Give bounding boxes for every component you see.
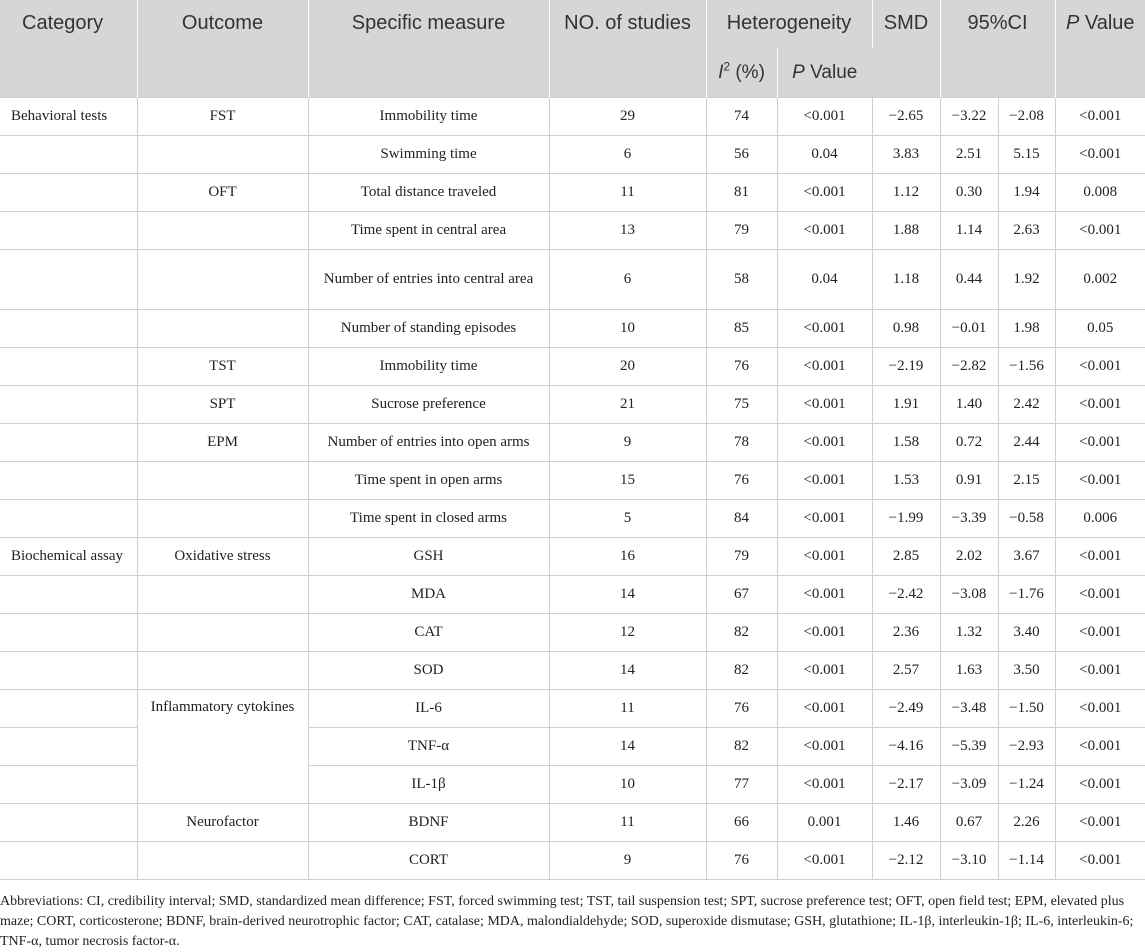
i2-cell: 58 bbox=[706, 250, 777, 310]
smd-cell: 2.36 bbox=[872, 614, 940, 652]
category-cell: Behavioral tests bbox=[0, 98, 137, 136]
header-i2-superscript: 2 bbox=[723, 59, 731, 74]
studies-cell: 29 bbox=[549, 98, 706, 136]
outcome-cell bbox=[137, 614, 308, 652]
het-p-cell: <0.001 bbox=[777, 386, 872, 424]
table-row bbox=[0, 310, 1145, 348]
het-p-cell: <0.001 bbox=[777, 348, 872, 386]
p-value-cell: <0.001 bbox=[1055, 576, 1145, 614]
category-cell bbox=[0, 766, 137, 804]
studies-cell: 10 bbox=[549, 766, 706, 804]
studies-cell: 15 bbox=[549, 462, 706, 500]
het-p-cell: 0.04 bbox=[777, 136, 872, 174]
studies-cell: 6 bbox=[549, 250, 706, 310]
ci-low-cell: −3.22 bbox=[940, 98, 998, 136]
table-body bbox=[0, 98, 1145, 880]
het-p-cell: <0.001 bbox=[777, 538, 872, 576]
ci-high-cell: −1.76 bbox=[998, 576, 1055, 614]
ci-low-cell: 0.44 bbox=[940, 250, 998, 310]
i2-cell: 82 bbox=[706, 652, 777, 690]
category-cell bbox=[0, 174, 137, 212]
outcome-cell: FST bbox=[137, 98, 308, 136]
header-smd: SMD bbox=[872, 0, 940, 98]
outcome-cell bbox=[137, 500, 308, 538]
studies-cell: 12 bbox=[549, 614, 706, 652]
studies-cell: 13 bbox=[549, 212, 706, 250]
category-cell bbox=[0, 652, 137, 690]
header-outcome: Outcome bbox=[137, 0, 308, 98]
outcome-cell bbox=[137, 576, 308, 614]
i2-cell: 66 bbox=[706, 804, 777, 842]
ci-low-cell: −3.09 bbox=[940, 766, 998, 804]
i2-cell: 76 bbox=[706, 348, 777, 386]
table-row bbox=[0, 538, 1145, 576]
ci-high-cell: 2.15 bbox=[998, 462, 1055, 500]
table-row bbox=[0, 462, 1145, 500]
ci-low-cell: 2.51 bbox=[940, 136, 998, 174]
measure-cell: Immobility time bbox=[308, 98, 549, 136]
ci-low-cell: 0.30 bbox=[940, 174, 998, 212]
ci-high-cell: −0.58 bbox=[998, 500, 1055, 538]
p-value-cell: 0.006 bbox=[1055, 500, 1145, 538]
header-p-value bbox=[1055, 0, 1145, 98]
outcome-cell: EPM bbox=[137, 424, 308, 462]
outcome-cell bbox=[137, 212, 308, 250]
category-cell bbox=[0, 250, 137, 310]
het-p-cell: 0.001 bbox=[777, 804, 872, 842]
p-value-cell: <0.001 bbox=[1055, 728, 1145, 766]
smd-cell: −2.19 bbox=[872, 348, 940, 386]
smd-cell: 1.18 bbox=[872, 250, 940, 310]
studies-cell: 9 bbox=[549, 424, 706, 462]
table-row bbox=[0, 424, 1145, 462]
table-row bbox=[0, 174, 1145, 212]
ci-high-cell: −2.08 bbox=[998, 98, 1055, 136]
p-value-cell: <0.001 bbox=[1055, 538, 1145, 576]
measure-cell: GSH bbox=[308, 538, 549, 576]
smd-cell: 1.91 bbox=[872, 386, 940, 424]
measure-cell: Time spent in open arms bbox=[308, 462, 549, 500]
header-category: Category bbox=[0, 0, 137, 98]
ci-high-cell: −1.50 bbox=[998, 690, 1055, 728]
header-heterogeneity: Heterogeneity bbox=[706, 0, 872, 48]
measure-cell: CORT bbox=[308, 842, 549, 880]
category-cell bbox=[0, 348, 137, 386]
ci-low-cell: −3.10 bbox=[940, 842, 998, 880]
category-cell bbox=[0, 614, 137, 652]
table-row bbox=[0, 842, 1145, 880]
studies-cell: 10 bbox=[549, 310, 706, 348]
ci-low-cell: −0.01 bbox=[940, 310, 998, 348]
measure-cell: IL-6 bbox=[308, 690, 549, 728]
i2-cell: 76 bbox=[706, 842, 777, 880]
p-value-cell: <0.001 bbox=[1055, 212, 1145, 250]
ci-low-cell: −5.39 bbox=[940, 728, 998, 766]
table-row bbox=[0, 386, 1145, 424]
studies-cell: 16 bbox=[549, 538, 706, 576]
header-no-of-studies: NO. of studies bbox=[549, 0, 706, 98]
studies-cell: 11 bbox=[549, 804, 706, 842]
i2-cell: 82 bbox=[706, 614, 777, 652]
category-cell bbox=[0, 310, 137, 348]
table-header bbox=[0, 0, 1145, 98]
category-cell bbox=[0, 690, 137, 728]
het-p-cell: <0.001 bbox=[777, 424, 872, 462]
het-p-cell: <0.001 bbox=[777, 310, 872, 348]
header-het-p-value bbox=[777, 48, 872, 98]
table-row bbox=[0, 576, 1145, 614]
p-value-cell: <0.001 bbox=[1055, 386, 1145, 424]
outcome-cell: Inflammatory cytokines bbox=[137, 690, 308, 804]
outcome-cell: TST bbox=[137, 348, 308, 386]
measure-cell: Number of entries into open arms bbox=[308, 424, 549, 462]
category-cell bbox=[0, 804, 137, 842]
outcome-cell: OFT bbox=[137, 174, 308, 212]
smd-cell: 1.12 bbox=[872, 174, 940, 212]
outcome-cell bbox=[137, 652, 308, 690]
ci-low-cell: 0.67 bbox=[940, 804, 998, 842]
p-value-cell: 0.008 bbox=[1055, 174, 1145, 212]
i2-cell: 77 bbox=[706, 766, 777, 804]
i2-cell: 81 bbox=[706, 174, 777, 212]
outcome-cell: Oxidative stress bbox=[137, 538, 308, 576]
i2-cell: 79 bbox=[706, 538, 777, 576]
ci-high-cell: 1.92 bbox=[998, 250, 1055, 310]
category-cell bbox=[0, 728, 137, 766]
measure-cell: CAT bbox=[308, 614, 549, 652]
category-cell bbox=[0, 136, 137, 174]
smd-cell: 1.53 bbox=[872, 462, 940, 500]
category-cell bbox=[0, 842, 137, 880]
ci-low-cell: 1.14 bbox=[940, 212, 998, 250]
ci-low-cell: 0.91 bbox=[940, 462, 998, 500]
measure-cell: Immobility time bbox=[308, 348, 549, 386]
outcome-cell: SPT bbox=[137, 386, 308, 424]
table-row bbox=[0, 98, 1145, 136]
measure-cell: Number of entries into central area bbox=[308, 250, 549, 310]
ci-high-cell: 3.40 bbox=[998, 614, 1055, 652]
table-row bbox=[0, 500, 1145, 538]
studies-cell: 6 bbox=[549, 136, 706, 174]
studies-cell: 9 bbox=[549, 842, 706, 880]
ci-low-cell: −3.48 bbox=[940, 690, 998, 728]
studies-cell: 14 bbox=[549, 652, 706, 690]
outcome-cell bbox=[137, 250, 308, 310]
p-value-cell: <0.001 bbox=[1055, 136, 1145, 174]
het-p-cell: <0.001 bbox=[777, 500, 872, 538]
ci-low-cell: 2.02 bbox=[940, 538, 998, 576]
category-cell bbox=[0, 386, 137, 424]
ci-high-cell: −1.56 bbox=[998, 348, 1055, 386]
ci-low-cell: 1.63 bbox=[940, 652, 998, 690]
het-p-cell: <0.001 bbox=[777, 690, 872, 728]
header-specific-measure: Specific measure bbox=[308, 0, 549, 98]
p-value-cell: <0.001 bbox=[1055, 842, 1145, 880]
category-cell: Biochemical assay bbox=[0, 538, 137, 576]
studies-cell: 21 bbox=[549, 386, 706, 424]
smd-cell: −4.16 bbox=[872, 728, 940, 766]
smd-cell: 3.83 bbox=[872, 136, 940, 174]
smd-cell: 1.46 bbox=[872, 804, 940, 842]
het-p-cell: <0.001 bbox=[777, 766, 872, 804]
ci-low-cell: 1.32 bbox=[940, 614, 998, 652]
ci-low-cell: −3.39 bbox=[940, 500, 998, 538]
table-row bbox=[0, 614, 1145, 652]
p-value-cell: <0.001 bbox=[1055, 652, 1145, 690]
smd-cell: −2.42 bbox=[872, 576, 940, 614]
het-p-cell: 0.04 bbox=[777, 250, 872, 310]
p-value-cell: <0.001 bbox=[1055, 614, 1145, 652]
measure-cell: Sucrose preference bbox=[308, 386, 549, 424]
i2-cell: 79 bbox=[706, 212, 777, 250]
measure-cell: Time spent in central area bbox=[308, 212, 549, 250]
smd-cell: −2.12 bbox=[872, 842, 940, 880]
measure-cell: TNF-α bbox=[308, 728, 549, 766]
outcome-cell bbox=[137, 842, 308, 880]
i2-cell: 75 bbox=[706, 386, 777, 424]
measure-cell: Time spent in closed arms bbox=[308, 500, 549, 538]
het-p-cell: <0.001 bbox=[777, 728, 872, 766]
category-cell bbox=[0, 212, 137, 250]
measure-cell: Number of standing episodes bbox=[308, 310, 549, 348]
ci-high-cell: 1.98 bbox=[998, 310, 1055, 348]
ci-high-cell: 5.15 bbox=[998, 136, 1055, 174]
het-p-cell: <0.001 bbox=[777, 462, 872, 500]
header-i2-unit: (%) bbox=[730, 61, 765, 83]
het-p-cell: <0.001 bbox=[777, 98, 872, 136]
studies-cell: 11 bbox=[549, 174, 706, 212]
smd-cell: 2.85 bbox=[872, 538, 940, 576]
p-value-cell: <0.001 bbox=[1055, 690, 1145, 728]
studies-cell: 14 bbox=[549, 576, 706, 614]
p-value-cell: <0.001 bbox=[1055, 424, 1145, 462]
header-i2-symbol: I bbox=[718, 61, 724, 83]
smd-cell: 2.57 bbox=[872, 652, 940, 690]
het-p-cell: <0.001 bbox=[777, 174, 872, 212]
ci-high-cell: −1.24 bbox=[998, 766, 1055, 804]
ci-high-cell: 2.26 bbox=[998, 804, 1055, 842]
studies-cell: 14 bbox=[549, 728, 706, 766]
header-p-label: Value bbox=[1079, 12, 1135, 34]
i2-cell: 56 bbox=[706, 136, 777, 174]
header-het-p-symbol: P bbox=[792, 61, 805, 83]
p-value-cell: <0.001 bbox=[1055, 462, 1145, 500]
header-het-p-label: Value bbox=[804, 61, 858, 83]
outcome-cell bbox=[137, 462, 308, 500]
ci-high-cell: 2.44 bbox=[998, 424, 1055, 462]
i2-cell: 74 bbox=[706, 98, 777, 136]
ci-low-cell: 0.72 bbox=[940, 424, 998, 462]
het-p-cell: <0.001 bbox=[777, 614, 872, 652]
header-95ci: 95%CI bbox=[940, 0, 1055, 98]
het-p-cell: <0.001 bbox=[777, 842, 872, 880]
studies-cell: 11 bbox=[549, 690, 706, 728]
studies-cell: 20 bbox=[549, 348, 706, 386]
ci-high-cell: −2.93 bbox=[998, 728, 1055, 766]
ci-high-cell: −1.14 bbox=[998, 842, 1055, 880]
i2-cell: 78 bbox=[706, 424, 777, 462]
p-value-cell: 0.002 bbox=[1055, 250, 1145, 310]
category-cell bbox=[0, 424, 137, 462]
het-p-cell: <0.001 bbox=[777, 576, 872, 614]
smd-cell: 1.58 bbox=[872, 424, 940, 462]
studies-cell: 5 bbox=[549, 500, 706, 538]
ci-high-cell: 1.94 bbox=[998, 174, 1055, 212]
ci-low-cell: 1.40 bbox=[940, 386, 998, 424]
i2-cell: 76 bbox=[706, 690, 777, 728]
category-cell bbox=[0, 500, 137, 538]
measure-cell: MDA bbox=[308, 576, 549, 614]
smd-cell: −2.17 bbox=[872, 766, 940, 804]
outcome-cell: Neurofactor bbox=[137, 804, 308, 842]
p-value-cell: <0.001 bbox=[1055, 804, 1145, 842]
category-cell bbox=[0, 462, 137, 500]
ci-low-cell: −3.08 bbox=[940, 576, 998, 614]
header-i2 bbox=[706, 48, 777, 98]
p-value-cell: <0.001 bbox=[1055, 98, 1145, 136]
table-row bbox=[0, 250, 1145, 310]
het-p-cell: <0.001 bbox=[777, 652, 872, 690]
measure-cell: BDNF bbox=[308, 804, 549, 842]
measure-cell: Total distance traveled bbox=[308, 174, 549, 212]
smd-cell: 0.98 bbox=[872, 310, 940, 348]
p-value-cell: <0.001 bbox=[1055, 766, 1145, 804]
table-row bbox=[0, 690, 1145, 728]
i2-cell: 84 bbox=[706, 500, 777, 538]
table-row bbox=[0, 652, 1145, 690]
outcome-cell bbox=[137, 136, 308, 174]
i2-cell: 85 bbox=[706, 310, 777, 348]
ci-low-cell: −2.82 bbox=[940, 348, 998, 386]
i2-cell: 67 bbox=[706, 576, 777, 614]
measure-cell: Swimming time bbox=[308, 136, 549, 174]
measure-cell: IL-1β bbox=[308, 766, 549, 804]
ci-high-cell: 2.42 bbox=[998, 386, 1055, 424]
category-cell bbox=[0, 576, 137, 614]
header-p-symbol: P bbox=[1065, 12, 1080, 34]
ci-high-cell: 2.63 bbox=[998, 212, 1055, 250]
ci-high-cell: 3.67 bbox=[998, 538, 1055, 576]
smd-cell: −2.65 bbox=[872, 98, 940, 136]
table-row bbox=[0, 804, 1145, 842]
het-p-cell: <0.001 bbox=[777, 212, 872, 250]
i2-cell: 82 bbox=[706, 728, 777, 766]
table-row bbox=[0, 348, 1145, 386]
measure-cell: SOD bbox=[308, 652, 549, 690]
table-row bbox=[0, 212, 1145, 250]
p-value-cell: <0.001 bbox=[1055, 348, 1145, 386]
i2-cell: 76 bbox=[706, 462, 777, 500]
ci-high-cell: 3.50 bbox=[998, 652, 1055, 690]
p-value-cell: 0.05 bbox=[1055, 310, 1145, 348]
outcome-cell bbox=[137, 310, 308, 348]
smd-cell: −2.49 bbox=[872, 690, 940, 728]
abbreviations-footnote: Abbreviations: CI, credibility interval; SMD, standardized mean difference; FST, forced swimming test; TST, tail suspension test; SPT, sucrose preference test; OFT, open field test; EPM, elevated plus maze; CORT, corticosterone; BDNF, brain-derived neurotrophic factor; CAT, catalase; MDA, malondialdehyde; SOD, superoxide dismutase; GSH, glutathione; IL-1β, interleukin-1β; IL-6, interleukin-6; TNF-α, tumor necrosis factor-α. bbox=[0, 894, 1134, 949]
smd-cell: −1.99 bbox=[872, 500, 940, 538]
table-row bbox=[0, 136, 1145, 174]
smd-cell: 1.88 bbox=[872, 212, 940, 250]
